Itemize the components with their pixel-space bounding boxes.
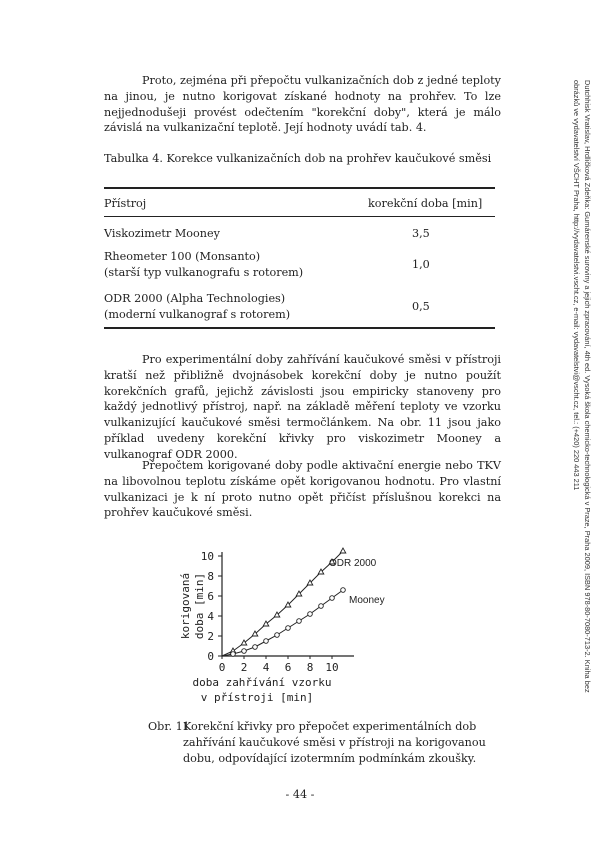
mooney-point bbox=[330, 596, 335, 601]
mooney-point bbox=[341, 588, 346, 593]
y-axis-label-line2: doba [min] bbox=[193, 572, 206, 640]
table-row-3-note: (moderní vulkanograf s rotorem) bbox=[104, 308, 291, 321]
odr-point bbox=[263, 621, 269, 626]
table-row-2-instrument: Rheometer 100 (Monsanto) bbox=[104, 250, 261, 263]
table-row-3-value: 0,5 bbox=[412, 300, 430, 313]
mooney-point bbox=[319, 604, 324, 609]
x-tick-label: 10 bbox=[325, 661, 339, 674]
table-row-2-value: 1,0 bbox=[412, 258, 430, 271]
mooney-point bbox=[308, 612, 313, 617]
paragraph-2: Pro experimentální doby zahřívání kaučukové směsi v přístroji kratší než přibližně dvojnásobek korekční doby je nutno použít korekčních grafů, jejichž závislosti jsou empiricky stanoveny pro každý jednotlivý přístroj, např. na základě měření teploty ve vzorku vulkanizující kaučukové směsi termočlánkem. Na obr. 11 jsou jako příklad uvedeny korekční křivky pro viskozimetr Mooney a vulkanograf ODR 2000. bbox=[104, 353, 501, 461]
correction-chart bbox=[165, 540, 405, 710]
intro-paragraph: Proto, zejména při přepočtu vulkanizačních dob z jedné teploty na jinou, je nutno korigovat získané hodnoty na prohřev. To lze nejjednodušeji provést odečtením "korekční doby", která je málo závislá na vulkanizační teplotě. Její hodnoty uvádí tab. 4. bbox=[104, 74, 501, 135]
odr-point bbox=[241, 640, 247, 645]
x-tick-label: 4 bbox=[262, 661, 270, 674]
page-number: - 44 - bbox=[285, 788, 315, 801]
table-bottom-rule bbox=[104, 327, 495, 329]
mooney-point bbox=[231, 652, 236, 657]
x-tick-label: 6 bbox=[284, 661, 292, 674]
y-tick-label: 10 bbox=[200, 550, 214, 563]
mooney-point bbox=[275, 633, 280, 638]
x-tick-label: 2 bbox=[240, 661, 248, 674]
y-tick-label: 8 bbox=[207, 570, 214, 583]
mooney-point bbox=[297, 619, 302, 624]
table-header-instrument: Přístroj bbox=[104, 197, 147, 210]
table-row-1-value: 3,5 bbox=[412, 227, 430, 240]
y-tick-label: 4 bbox=[207, 610, 214, 623]
sidebar-citation-text: Dutchhisk Vratislav, Hrdličková Zdeňka: Gumárenské suroviny a jejich zpracování, 4th ed. Vysoká škola chemicko-technologická v Praze, Praha 2009, ISBN 978-80-7080-713-2. Kniha bez obrázků ve vydavatelství VŠCHT Praha, http://vydavatelstvi.vscht.cz, e-mail: vydavatelstvi@vscht.cz, tel.: (+420) 220 443 211 bbox=[572, 80, 592, 693]
series-label-mooney: Mooney bbox=[349, 595, 385, 606]
paragraph-3: Přepočtem korigované doby podle aktivační energie nebo TKV na libovolnou teplotu získáme opět korigovanou hodnotu. Pro vlastní vulkanizaci je k ní proto nutno opět přičíst příslušnou korekci na prohřev kaučukové směsi. bbox=[104, 459, 501, 520]
table-caption: Tabulka 4. Korekce vulkanizačních dob na prohřev kaučukové směsi bbox=[104, 152, 492, 165]
x-axis-label-line1: doba zahřívání vzorku bbox=[192, 676, 332, 689]
series-label-odr2000: ODR 2000 bbox=[329, 558, 377, 569]
figure-label: Obr. 11 bbox=[148, 720, 190, 733]
table-header-rule bbox=[104, 216, 495, 217]
table-header-time: korekční doba [min] bbox=[368, 197, 483, 210]
y-tick-label: 6 bbox=[207, 590, 214, 603]
mooney-point bbox=[264, 639, 269, 644]
table-row-3-instrument: ODR 2000 (Alpha Technologies) bbox=[104, 292, 286, 305]
y-axis-label-line1: korigovaná bbox=[179, 572, 192, 640]
y-tick-label: 0 bbox=[207, 650, 214, 663]
sidebar-citation bbox=[563, 80, 593, 720]
table-row-2-note: (starší typ vulkanografu s rotorem) bbox=[104, 266, 304, 279]
mooney-point bbox=[286, 626, 291, 631]
x-tick-label: 8 bbox=[306, 661, 314, 674]
figure-caption-text: Korekční křivky pro přepočet experimentálních dob zahřívání kaučukové směsi v přístroji na korigovanou dobu, odpovídající izotermním podmínkám zkoušky. bbox=[183, 720, 486, 765]
x-tick-label: 0 bbox=[218, 661, 226, 674]
x-axis-label-line2: v přístroji [min] bbox=[200, 691, 314, 704]
table-row-1-instrument: Viskozimetr Mooney bbox=[104, 227, 220, 240]
table-top-rule bbox=[104, 187, 495, 189]
mooney-point bbox=[242, 649, 247, 654]
y-tick-label: 2 bbox=[207, 630, 214, 643]
odr-point bbox=[340, 548, 346, 553]
mooney-point bbox=[253, 645, 258, 650]
